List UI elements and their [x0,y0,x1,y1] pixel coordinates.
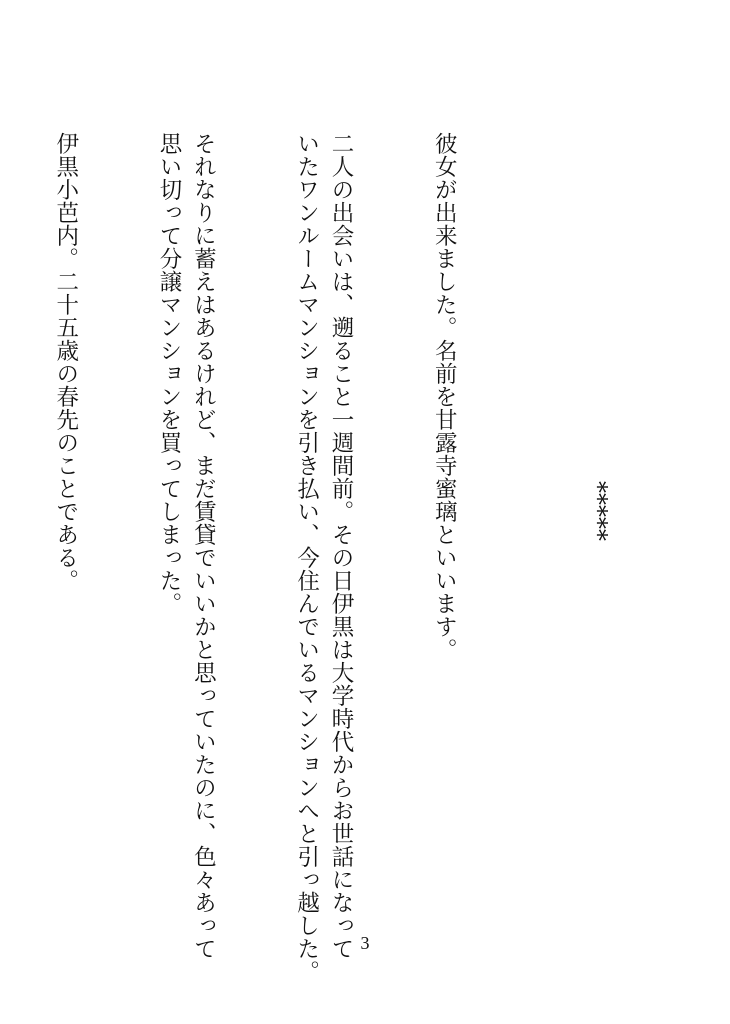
paragraph-3: それなりに蓄えはあるけれど、まだ賃貸でいいかと思っていたのに、色々あって 思い切って分譲マンションを買ってしまった。 [155,132,217,960]
vertical-text-body [52,132,530,983]
page-number: 3 [360,933,370,953]
section-separator: ***** [584,481,612,541]
paragraph-1: 彼女が出来ました。名前を甘露寺蜜璃といいます。 [431,132,458,661]
paragraph-2: 二人の出会いは、遡ること一週間前。その日伊黒は大学時代からお世話になって いたワンルームマンションを引き払い、今住んでいるマンションへと引っ越した。 [293,132,354,983]
paragraph-4: 伊黒小芭内。二十五歳の春先のことである。 [52,132,79,592]
